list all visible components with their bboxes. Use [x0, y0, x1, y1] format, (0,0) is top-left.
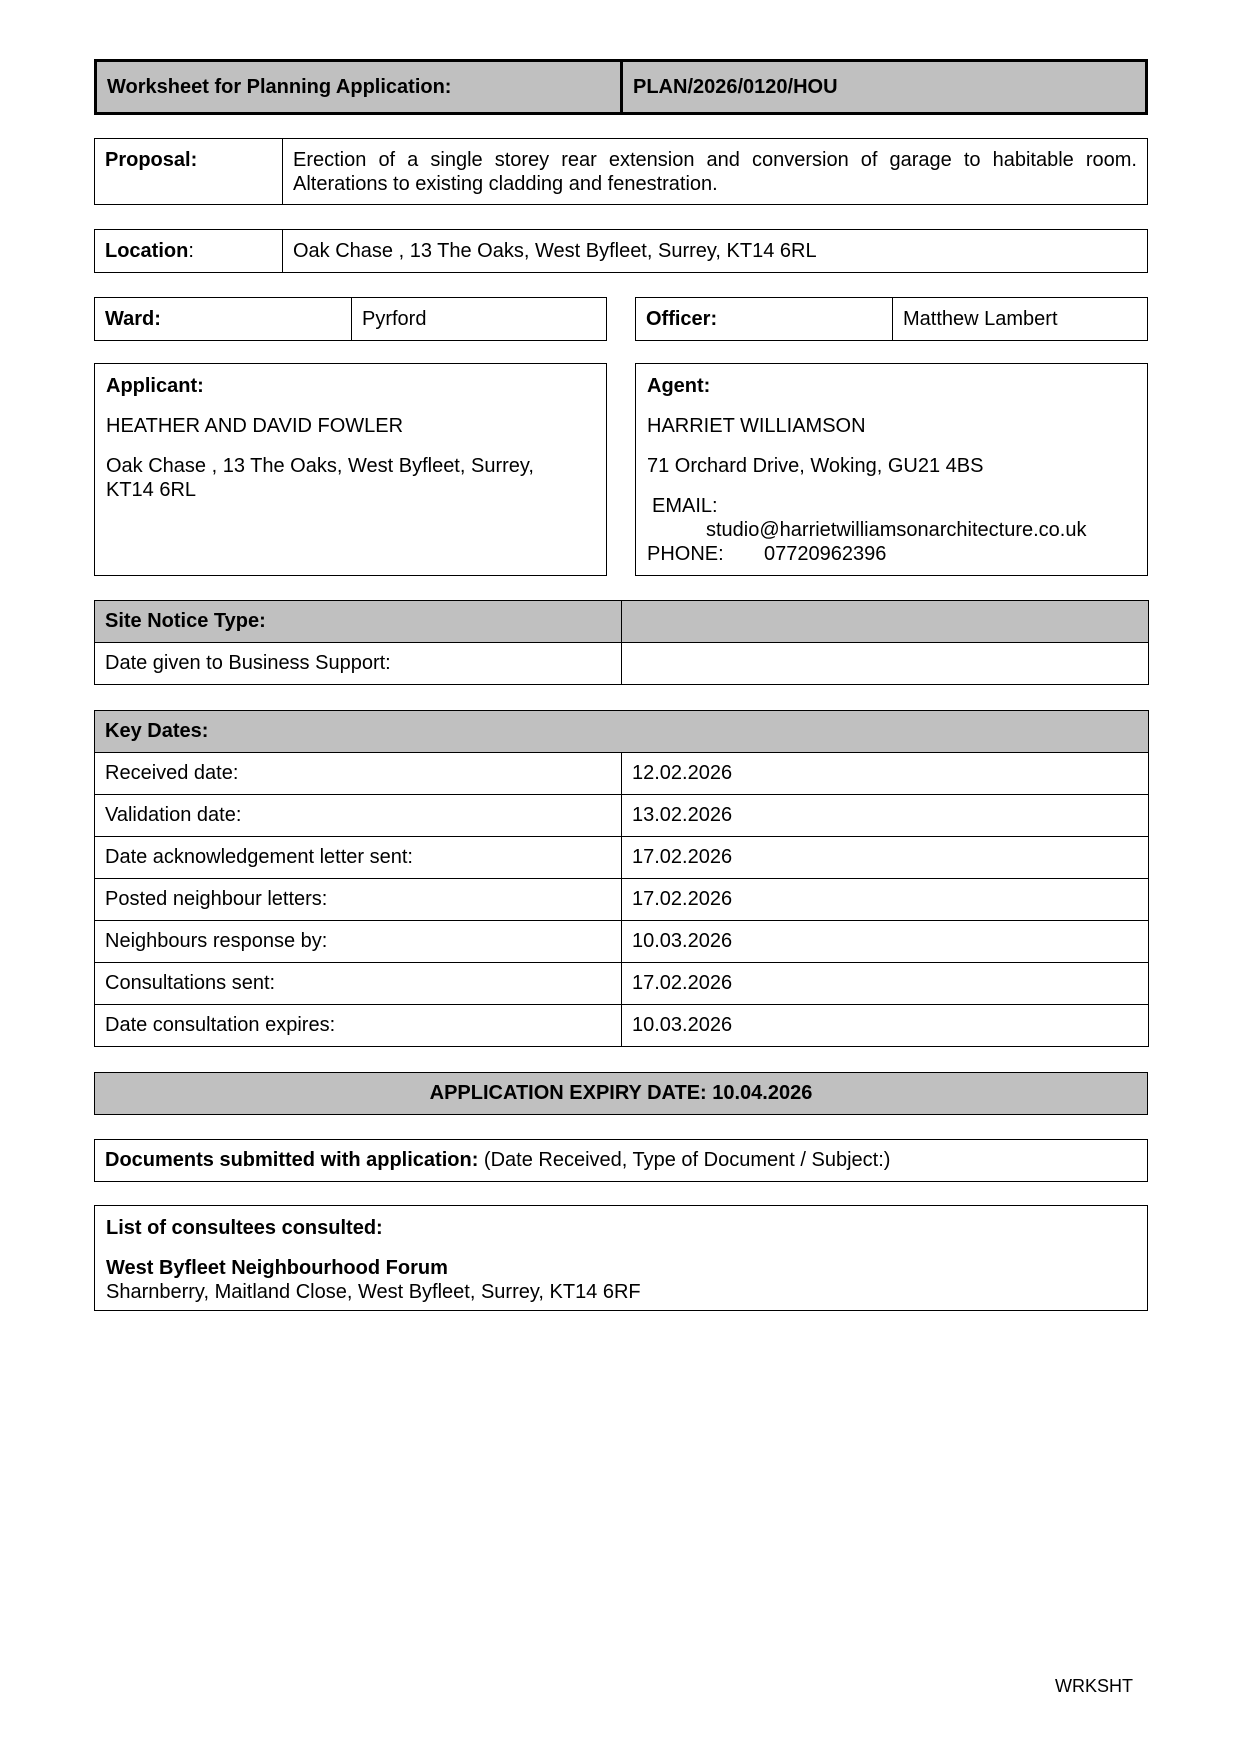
agent-email: studio@harrietwilliamsonarchitecture.co.uk: [706, 519, 1087, 541]
ward-section: [94, 297, 607, 341]
site-notice-type-value: [622, 601, 1149, 643]
applicant-address-line2: KT14 6RL: [106, 479, 197, 501]
agent-address: 71 Orchard Drive, Woking, GU21 4BS: [647, 455, 984, 477]
officer-label: Officer:: [636, 298, 893, 341]
consultation-expiry-value: 10.03.2026: [622, 1005, 1149, 1047]
location-label-cell: [95, 230, 283, 273]
validation-date-label: Validation date:: [95, 795, 622, 837]
key-dates-title: Key Dates:: [95, 711, 1149, 753]
documents-label: Documents submitted with application:: [105, 1149, 479, 1171]
key-dates-section: [94, 710, 1149, 1047]
table-row: [95, 795, 1149, 837]
location-colon: :: [188, 239, 194, 262]
business-support-date-label: Date given to Business Support:: [95, 643, 622, 685]
neighbour-letters-label: Posted neighbour letters:: [95, 879, 622, 921]
location-section: [94, 229, 1148, 273]
worksheet-title: Worksheet for Planning Application:: [96, 61, 622, 114]
table-row: [95, 963, 1149, 1005]
received-date-value: 12.02.2026: [622, 753, 1149, 795]
neighbours-response-value: 10.03.2026: [622, 921, 1149, 963]
officer-value: Matthew Lambert: [893, 298, 1148, 341]
application-expiry-date: APPLICATION EXPIRY DATE: 10.04.2026: [95, 1073, 1148, 1115]
table-row: [95, 753, 1149, 795]
agent-phone-line: [647, 542, 1137, 566]
agent-phone: 07720962396: [764, 543, 887, 565]
ward-label: Ward:: [95, 298, 352, 341]
consultees-section: [94, 1205, 1148, 1311]
documents-cell: [95, 1140, 1148, 1182]
acknowledgement-date-label: Date acknowledgement letter sent:: [95, 837, 622, 879]
validation-date-value: 13.02.2026: [622, 795, 1149, 837]
consultee-name: West Byfleet Neighbourhood Forum: [106, 1257, 448, 1279]
consultee-address: Sharnberry, Maitland Close, West Byfleet, Surrey, KT14 6RF: [106, 1281, 641, 1303]
acknowledgement-date-value: 17.02.2026: [622, 837, 1149, 879]
site-notice-type-label: Site Notice Type:: [95, 601, 622, 643]
applicant-label: Applicant:: [106, 375, 204, 397]
business-support-date-value: [622, 643, 1149, 685]
worksheet-header: [94, 59, 1148, 115]
proposal-section: [94, 138, 1148, 205]
agent-section: [635, 363, 1148, 576]
agent-name: HARRIET WILLIAMSON: [647, 415, 866, 437]
application-reference: PLAN/2026/0120/HOU: [622, 61, 1147, 114]
applicant-name: HEATHER AND DAVID FOWLER: [106, 415, 404, 437]
application-expiry-section: [94, 1072, 1148, 1115]
consultation-expiry-label: Date consultation expires:: [95, 1005, 622, 1047]
neighbour-letters-value: 17.02.2026: [622, 879, 1149, 921]
agent-label: Agent:: [647, 375, 711, 397]
table-row: [95, 1005, 1149, 1047]
table-row: [95, 921, 1149, 963]
ward-value: Pyrford: [352, 298, 607, 341]
applicant-section: [94, 363, 607, 576]
proposal-label: Proposal:: [95, 139, 283, 205]
consultees-title: List of consultees consulted:: [106, 1217, 383, 1239]
documents-note: (Date Received, Type of Document / Subject:): [478, 1149, 891, 1171]
site-notice-section: [94, 600, 1149, 685]
agent-phone-label: PHONE:: [647, 543, 724, 565]
table-row: [95, 837, 1149, 879]
applicant-address-line1: Oak Chase , 13 The Oaks, West Byfleet, Surrey,: [106, 455, 534, 477]
table-row: [95, 879, 1149, 921]
consultations-sent-value: 17.02.2026: [622, 963, 1149, 1005]
agent-email-label: EMAIL:: [652, 495, 718, 517]
documents-section: [94, 1139, 1148, 1182]
location-value: Oak Chase , 13 The Oaks, West Byfleet, Surrey, KT14 6RL: [283, 230, 1148, 273]
officer-section: [635, 297, 1148, 341]
proposal-text: Erection of a single storey rear extension and conversion of garage to habitable room. Alterations to existing cladding and fenestration.: [283, 139, 1148, 205]
location-label: Location: [105, 239, 189, 262]
neighbours-response-label: Neighbours response by:: [95, 921, 622, 963]
consultations-sent-label: Consultations sent:: [95, 963, 622, 1005]
footer-code: WRKSHT: [1055, 1676, 1133, 1696]
received-date-label: Received date:: [95, 753, 622, 795]
